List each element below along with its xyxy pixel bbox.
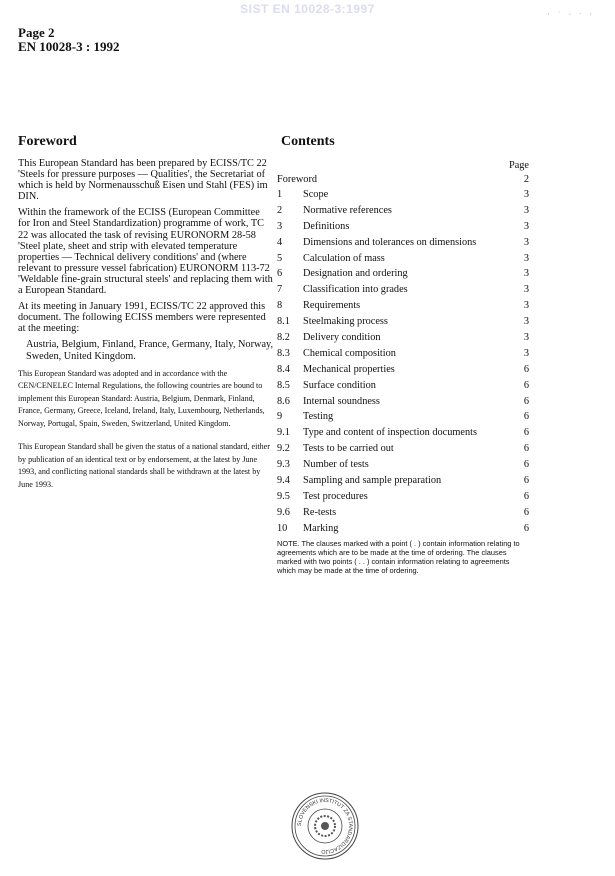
- toc-entry-title: Normative references: [303, 204, 392, 216]
- contents-heading: Contents: [281, 134, 335, 149]
- toc-entry-page: 6: [523, 522, 529, 534]
- toc-entry: [277, 507, 529, 518]
- toc-entry: [277, 443, 529, 454]
- toc-entry-title: Mechanical properties: [303, 363, 395, 375]
- toc-entry: [277, 237, 529, 248]
- toc-entry-number: 9.4: [277, 475, 290, 487]
- toc-page-label: Page: [508, 160, 529, 171]
- toc-entry-page: 3: [523, 268, 529, 280]
- toc-entry-title: Delivery condition: [303, 332, 381, 344]
- toc-entry: [277, 459, 529, 470]
- toc-entry-number: 8.2: [277, 332, 290, 344]
- foreword-paragraph: This European Standard has been prepared by ECISS/TC 22 'Steels for pressure purposes — Qualities', the Secretariat of which is held by Normenausschuß Eisen und Stahl (FES) im DIN.: [18, 158, 268, 203]
- foreword-note: This European Standard shall be given the status of a national standard, either by publication of an identical text or by endorsement, at the latest by June 1993, and conflicting national standards shall be withdrawn at the latest by June 1993.: [18, 442, 270, 489]
- foreword-body: [18, 158, 274, 502]
- toc-entry: [277, 268, 529, 279]
- toc-entry-title: Scope: [303, 189, 329, 200]
- toc-entry-title: Classification into grades: [303, 284, 408, 296]
- toc-entry-title: Number of tests: [303, 459, 369, 471]
- toc-entry-number: 8: [277, 300, 283, 312]
- standard-number: EN 10028-3 : 1992: [18, 39, 120, 54]
- toc-entry-page: 6: [523, 475, 529, 487]
- toc-entry: [277, 174, 529, 185]
- toc-entry: [277, 380, 529, 391]
- toc-entry-title: Steelmaking process: [303, 316, 388, 328]
- toc-entry-title: Requirements: [303, 300, 361, 312]
- foreword-paragraph: Within the framework of the ECISS (European Committee for Iron and Steel Standardization) programme of work, TC 22 was allocated the task of revising EURONORM 28-58 'Steel plate, sheet and strip with elevated temperature properties — Technical delivery conditions' and (where relevant to pressure vessel fabrication) EURONORM 113-72 'Weldable fine-grain structural steels' and replacing them with a European Standard.: [18, 207, 273, 297]
- toc-entry-title: Calculation of mass: [303, 252, 385, 264]
- toc-entry-title: Definitions: [303, 220, 350, 232]
- toc-entry: [277, 253, 529, 264]
- toc-entry-page: 3: [523, 189, 529, 200]
- toc-entry-page: 6: [523, 395, 529, 407]
- toc-entry-number: 9.6: [277, 506, 290, 518]
- watermark: SIST EN 10028-3:1997: [240, 2, 375, 16]
- foreword-note: This European Standard was adopted and in accordance with the CEN/CENELEC Internal Regulations, the following countries are bound to implement this European Standard: Austria, Belgium, Denmark, Finland, France, Germany, Greece, Iceland, Ireland, Italy, Luxembourg, Netherlands, Norway, Portugal, Spain, Sweden, Switzerland, United Kingdom.: [18, 368, 265, 428]
- toc-entry-number: 9.3: [277, 459, 290, 471]
- toc-entry: [277, 205, 529, 216]
- page-header: [18, 26, 119, 54]
- toc-entry-number: 3: [277, 220, 283, 232]
- toc-entry-number: 9.1: [277, 427, 290, 439]
- toc-entry-page: 6: [523, 363, 529, 375]
- toc-entry: [277, 523, 529, 534]
- toc-entry-page: 6: [523, 459, 529, 471]
- toc-entry-number: 1: [277, 189, 283, 200]
- toc-list: [277, 174, 529, 534]
- toc-entry-number: 6: [277, 268, 283, 280]
- toc-entry-number: 10: [277, 522, 288, 534]
- toc-entry: [277, 316, 529, 327]
- toc-entry-title: Designation and ordering: [303, 268, 408, 280]
- toc-entry-page: 3: [523, 284, 529, 296]
- toc-entry-page: 3: [523, 204, 529, 216]
- table-of-contents: [277, 160, 529, 575]
- seal-text: SLOVENSKI INSTITUT ZA STANDARDIZACIJO: [296, 797, 354, 855]
- toc-entry: [277, 475, 529, 486]
- toc-entry-title: Type and content of inspection documents: [303, 427, 477, 439]
- toc-entry-number: 8.6: [277, 395, 290, 407]
- toc-entry: [277, 300, 529, 311]
- toc-entry: [277, 189, 529, 200]
- toc-entry-number: 8.4: [277, 363, 290, 375]
- toc-entry: [277, 221, 529, 232]
- toc-entry-title: Marking: [303, 522, 339, 534]
- toc-entry-title: Re-tests: [303, 506, 337, 518]
- toc-entry-page: 6: [523, 411, 529, 423]
- toc-entry-page: 6: [523, 443, 529, 455]
- toc-entry: [277, 364, 529, 375]
- toc-entry-title: Internal soundness: [303, 395, 380, 407]
- toc-entry-page: 3: [523, 332, 529, 344]
- scan-specks: · ˙ · ˑ ·: [547, 10, 595, 19]
- toc-entry-title: Surface condition: [303, 379, 376, 391]
- toc-entry-title: Dimensions and tolerances on dimensions: [303, 236, 477, 248]
- toc-entry-title: Testing: [303, 411, 334, 423]
- toc-entry-page: 6: [523, 490, 529, 502]
- toc-entry-page: 3: [523, 316, 529, 328]
- toc-entry: [277, 284, 529, 295]
- toc-entry-title: Chemical composition: [303, 347, 396, 359]
- toc-note: NOTE. The clauses marked with a point ( . ) contain information relating to agreements which are to be made at the time of ordering. The clauses marked with two points ( . . ) contain information relating to agreements which may be made at the time of ordering.: [277, 538, 520, 576]
- toc-entry-title: Tests to be carried out: [303, 443, 394, 455]
- institute-seal: [291, 792, 359, 860]
- member-list: Austria, Belgium, Finland, France, Germany, Italy, Norway, Sweden, United Kingdom.: [26, 339, 274, 362]
- toc-entry-number: 4: [277, 236, 283, 248]
- toc-entry-number: Foreword: [277, 174, 318, 185]
- toc-entry-page: 3: [523, 252, 529, 264]
- toc-entry-number: 8.5: [277, 379, 290, 391]
- toc-entry-number: 2: [277, 204, 283, 216]
- toc-entry-page: 3: [523, 236, 529, 248]
- toc-entry-page: 2: [523, 174, 529, 185]
- foreword-paragraph: At its meeting in January 1991, ECISS/TC 22 approved this document. The following ECISS members were represented at the meeting:: [18, 301, 266, 335]
- toc-entry-title: Test procedures: [303, 490, 368, 502]
- toc-entry-number: 8.3: [277, 347, 290, 359]
- toc-entry: [277, 411, 529, 422]
- toc-entry-page: 6: [523, 379, 529, 391]
- toc-entry-title: Sampling and sample preparation: [303, 475, 442, 487]
- toc-entry-page: 3: [523, 347, 529, 359]
- toc-entry-number: 8.1: [277, 316, 290, 328]
- foreword-heading: Foreword: [18, 134, 77, 149]
- toc-entry-page: 6: [523, 427, 529, 439]
- toc-entry: [277, 396, 529, 407]
- toc-entry-number: 9.2: [277, 443, 290, 455]
- toc-entry-number: 7: [277, 284, 283, 296]
- toc-entry-number: 5: [277, 252, 283, 264]
- toc-entry-number: 9: [277, 411, 283, 423]
- toc-entry: [277, 348, 529, 359]
- toc-entry-page: 3: [523, 220, 529, 232]
- toc-entry: [277, 427, 529, 438]
- toc-entry-page: 6: [523, 506, 529, 518]
- toc-entry: [277, 332, 529, 343]
- toc-entry: [277, 491, 529, 502]
- page-number: Page 2: [18, 25, 55, 40]
- toc-entry-number: 9.5: [277, 490, 290, 502]
- toc-entry-page: 3: [523, 300, 529, 312]
